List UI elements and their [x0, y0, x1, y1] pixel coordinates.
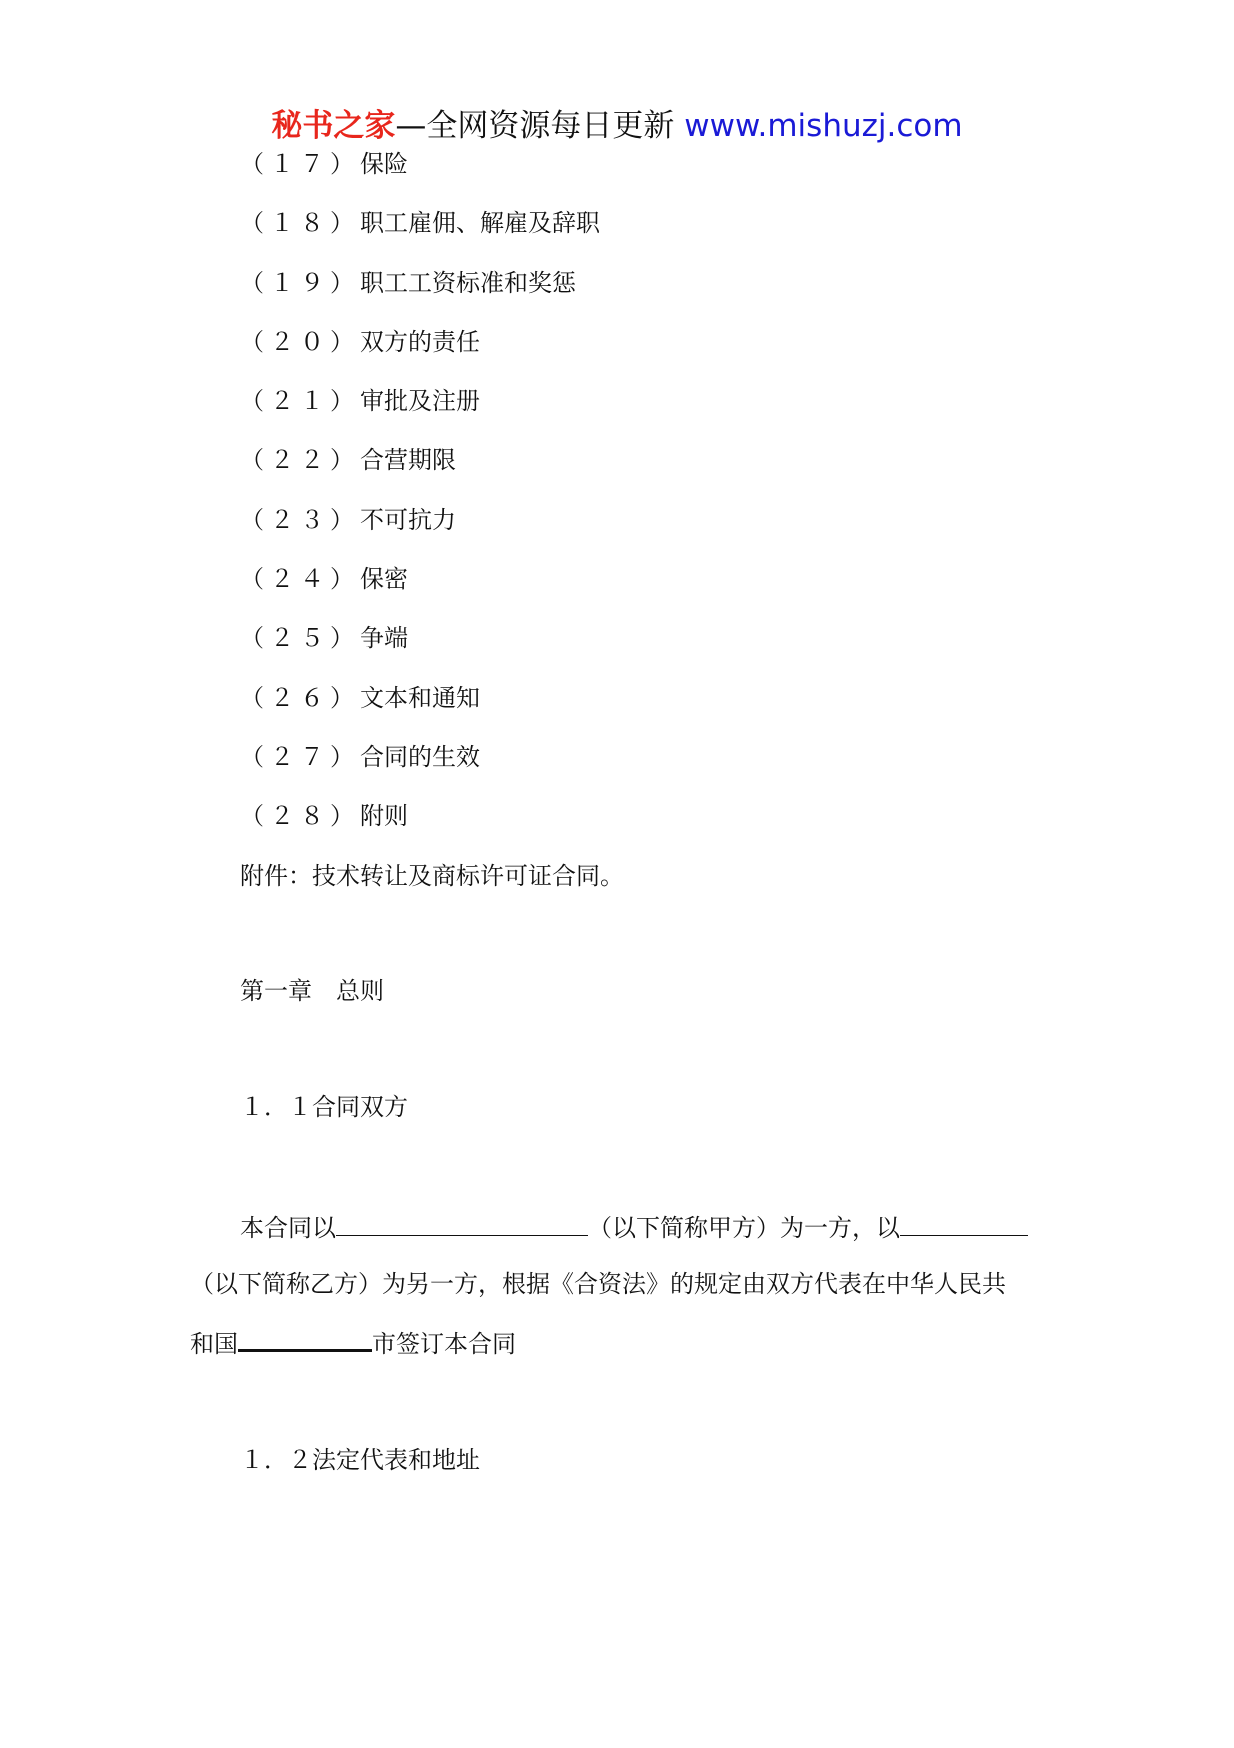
- toc-number: （１９）: [240, 268, 360, 297]
- paragraph-line-2: （以下简称乙方）为另一方，根据《合资法》的规定由双方代表在中华人民共: [190, 1270, 1006, 1298]
- toc-number: （１８）: [240, 209, 360, 238]
- toc-item: [240, 265, 600, 324]
- toc-title: 文本和通知: [360, 683, 480, 712]
- para-text: 本合同以: [240, 1214, 336, 1242]
- toc-title: 双方的责任: [360, 327, 480, 356]
- brand-name: 秘书之家: [271, 108, 396, 144]
- party-a-blank[interactable]: [336, 1209, 588, 1236]
- toc-number: （１７）: [240, 150, 360, 178]
- para-text: 和国: [190, 1330, 238, 1358]
- toc-item: [240, 324, 600, 383]
- toc-title: 不可抗力: [360, 505, 456, 534]
- toc-number: （２８）: [240, 802, 360, 831]
- toc-item: [240, 620, 600, 679]
- toc-item: [240, 561, 600, 620]
- toc-item: [240, 383, 600, 442]
- section-heading-1-1: １．１合同双方: [240, 1093, 408, 1121]
- section-heading-1-2: １．２法定代表和地址: [240, 1446, 480, 1474]
- toc-item: [240, 798, 600, 857]
- city-blank[interactable]: [238, 1323, 372, 1352]
- toc-number: （２０）: [240, 327, 360, 356]
- toc-item: [240, 442, 600, 501]
- toc-number: （２１）: [240, 387, 360, 416]
- para-text: （以下简称甲方）为一方，以: [588, 1214, 900, 1242]
- para-text: 市签订本合同: [372, 1330, 516, 1358]
- toc-number: （２３）: [240, 505, 360, 534]
- toc-title: 保密: [360, 565, 408, 594]
- attachment-note: 附件：技术转让及商标许可证合同。: [240, 862, 624, 890]
- toc-item: [240, 502, 600, 561]
- toc-item: [240, 739, 600, 798]
- toc-title: 审批及注册: [360, 387, 480, 416]
- party-b-blank[interactable]: [900, 1209, 1028, 1236]
- toc-item: [240, 205, 600, 264]
- toc-title: 保险: [360, 150, 408, 178]
- toc-number: （２２）: [240, 446, 360, 475]
- toc-title: 附则: [360, 802, 408, 831]
- toc-number: （２６）: [240, 683, 360, 712]
- paragraph-line-1: [240, 1209, 1028, 1246]
- toc-list: [240, 146, 600, 858]
- paragraph-line-3: [190, 1323, 516, 1362]
- toc-title: 职工雇佣、解雇及辞职: [360, 209, 600, 238]
- toc-number: （２７）: [240, 742, 360, 771]
- toc-number: （２５）: [240, 624, 360, 653]
- toc-title: 职工工资标准和奖惩: [360, 268, 576, 297]
- chapter-heading: 第一章 总则: [240, 977, 384, 1005]
- toc-item: [240, 146, 600, 205]
- toc-title: 争端: [360, 624, 408, 653]
- toc-title: 合同的生效: [360, 742, 480, 771]
- page-header: [0, 104, 1234, 148]
- toc-item: [240, 680, 600, 739]
- toc-number: （２４）: [240, 565, 360, 594]
- website-link[interactable]: www.mishuzj.com: [684, 108, 963, 144]
- header-slogan: —全网资源每日更新: [395, 108, 685, 144]
- toc-title: 合营期限: [360, 446, 456, 475]
